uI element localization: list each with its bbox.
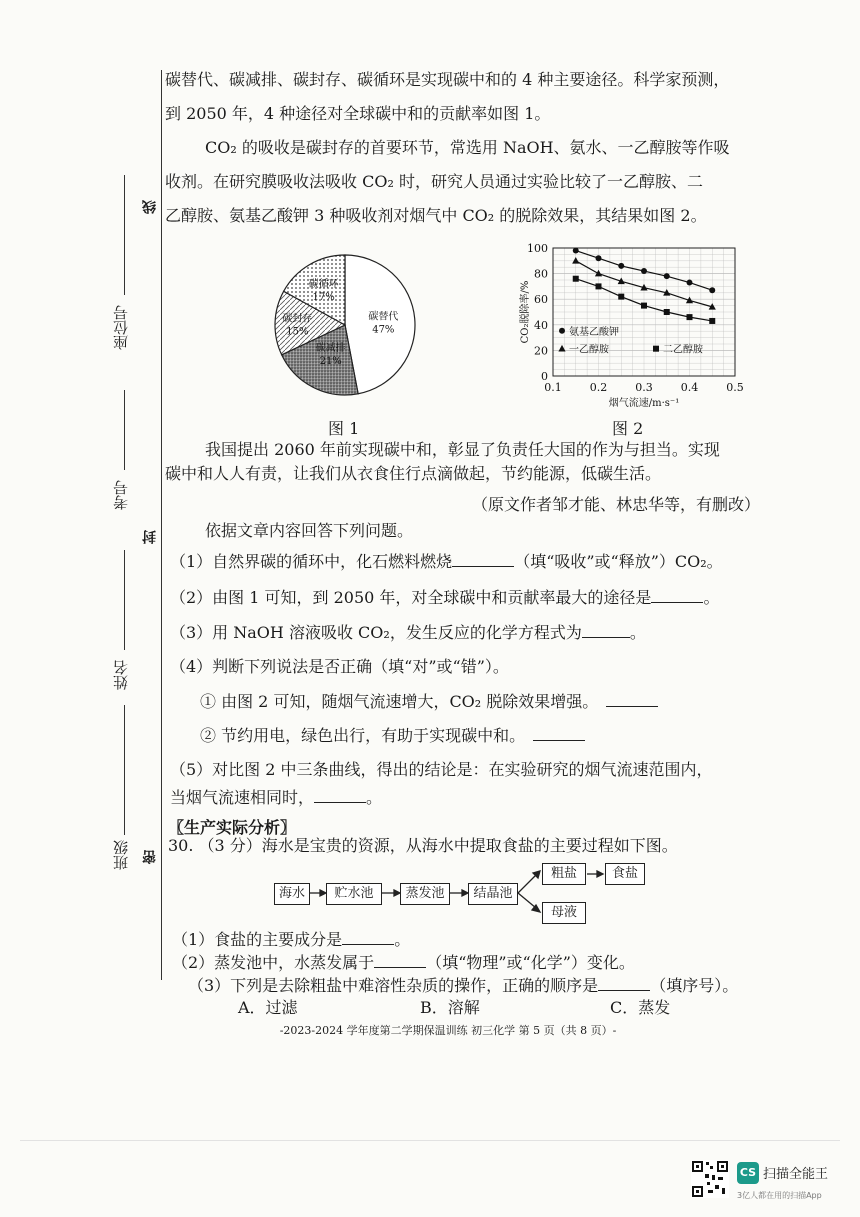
binding-rule — [161, 70, 162, 980]
answer-blank-3[interactable] — [582, 623, 630, 638]
x-tick-label: 0.3 — [635, 381, 653, 394]
question-1-tail: （填“吸收”或“释放”）CO₂。 — [514, 552, 723, 571]
camscanner-logo: CS — [737, 1162, 759, 1184]
flow-node-evaporation-pool: 蒸发池 — [400, 883, 450, 905]
x-tick-label: 0.5 — [726, 381, 744, 394]
question-30-2-text: （2）蒸发池中，水蒸发属于 — [172, 953, 375, 972]
answer-blank-30-3[interactable] — [598, 976, 650, 991]
pie-value-label-1: 21% — [319, 356, 342, 368]
x-tick-label: 0.2 — [589, 381, 608, 394]
series-2-point — [641, 303, 647, 309]
question-2-text: （2）由图 1 可知，到 2050 年，对全球碳中和贡献率最大的途径是 — [170, 588, 652, 607]
question-4-1 — [200, 692, 800, 712]
camscanner-name: 扫描全能王 — [763, 1167, 829, 1182]
figure2-caption: 图 2 — [612, 419, 644, 438]
legend-marker-0 — [559, 328, 565, 334]
legend-marker-2 — [653, 346, 659, 352]
class-line — [124, 705, 125, 835]
class-label: 班级 — [112, 840, 130, 870]
question-4: （4）判断下列说法是否正确（填“对”或“错”）。 — [170, 657, 509, 676]
question-1 — [170, 552, 770, 572]
question-1-text: （1）自然界碳的循环中，化石燃料燃烧 — [170, 552, 453, 571]
pie-label-0: 碳替代 — [368, 311, 399, 323]
question-5-line-1: （5）对比图 2 中三条曲线，得出的结论是：在实验研究的烟气流速范围内， — [170, 760, 713, 779]
question-30-1-tail: 。 — [394, 930, 411, 949]
exam-no-label: 考号 — [112, 480, 130, 510]
y-tick-label: 60 — [534, 293, 548, 307]
question-30-stem: 30. （3 分）海水是宝贵的资源，从海水中提取食盐的主要过程如下图。 — [168, 836, 678, 855]
question-30-1-text: （1）食盐的主要成分是 — [172, 930, 343, 949]
passage-line-4: 收剂。在研究膜吸收法吸收 CO₂ 时，研究人员通过实验比较了一乙醇胺、二 — [165, 172, 703, 191]
flow-node-crude-salt: 粗盐 — [542, 863, 586, 885]
answer-blank-5[interactable] — [314, 788, 366, 803]
flow-node-seawater: 海水 — [274, 883, 310, 905]
series-0-point — [618, 263, 624, 269]
question-4-1-text: ① 由图 2 可知，随烟气流速增大，CO₂ 脱除效果增强。 — [200, 692, 599, 711]
question-2 — [170, 588, 770, 608]
answer-blank-1[interactable] — [452, 552, 514, 567]
pie-value-label-3: 17% — [312, 291, 335, 303]
series-0-point — [709, 287, 715, 293]
question-4-2-text: ② 节约用电，绿色出行，有助于实现碳中和。 — [200, 726, 526, 745]
question-30-3 — [188, 976, 778, 996]
flow-node-table-salt: 食盐 — [605, 863, 645, 885]
passage-line-2: 到 2050 年，4 种途径对全球碳中和的贡献率如图 1。 — [165, 104, 551, 123]
series-1-point — [595, 270, 602, 277]
x-tick-label: 0.4 — [680, 381, 699, 394]
name-line — [124, 550, 125, 650]
series-1-point — [572, 257, 579, 264]
answer-blank-2[interactable] — [651, 588, 703, 603]
y-tick-label: 100 — [527, 242, 548, 255]
pie-label-1: 碳减排 — [315, 343, 346, 355]
page-footer: -2023-2024 学年度第二学期保温训练 初三化学 第 5 页（共 8 页）- — [279, 1024, 617, 1037]
passage-line-7: 碳中和人人有责，让我们从衣食住行点滴做起，节约能源，低碳生活。 — [165, 464, 662, 483]
passage-line-1: 碳替代、碳减排、碳封存、碳循环是实现碳中和的 4 种主要途径。科学家预测， — [165, 70, 730, 89]
y-tick-label: 0 — [541, 370, 548, 383]
seat-line — [124, 175, 125, 295]
answer-blank-30-2[interactable] — [374, 953, 426, 968]
flow-node-crystallization-pool: 结晶池 — [468, 883, 518, 905]
y-tick-label: 40 — [534, 318, 548, 332]
legend-label-1: 一乙醇胺 — [569, 344, 609, 356]
legend-label-0: 氨基乙酸钾 — [569, 326, 619, 338]
passage-line-6: 我国提出 2060 年前实现碳中和，彰显了负责任大国的作为与担当。实现 — [205, 440, 720, 459]
figure1-pie-chart — [270, 250, 420, 400]
question-30-1 — [172, 930, 772, 950]
flow-node-storage-pool: 贮水池 — [326, 883, 382, 905]
option-b: B．溶解 — [420, 998, 480, 1017]
series-2-point — [618, 294, 624, 300]
series-0-point — [664, 273, 670, 279]
seat-label: 座位号 — [112, 305, 130, 350]
series-0-point — [596, 255, 602, 261]
question-5-tail: 。 — [366, 788, 383, 807]
question-3-text: （3）用 NaOH 溶液吸收 CO₂，发生反应的化学方程式为 — [170, 623, 582, 642]
exam-no-line — [124, 390, 125, 470]
option-c: C．蒸发 — [610, 998, 671, 1017]
question-3-tail: 。 — [629, 623, 646, 642]
pie-label-3: 碳循环 — [308, 278, 339, 290]
y-tick-label: 80 — [534, 267, 548, 281]
question-30-3-tail: （填序号）。 — [650, 976, 739, 995]
qr-code-icon — [691, 1160, 729, 1198]
series-2-point — [687, 314, 693, 320]
question-4-2 — [200, 726, 800, 746]
legend-label-2: 二乙醇胺 — [663, 344, 703, 356]
pie-value-label-0: 47% — [372, 324, 395, 336]
passage-line-5: 乙醇胺、氨基乙酸钾 3 种吸收剂对烟气中 CO₂ 的脱除效果，其结果如图 2。 — [165, 206, 707, 225]
question-30-2-tail: （填“物理”或“化学”）变化。 — [426, 953, 635, 972]
question-5-line-2 — [170, 788, 770, 808]
x-tick-label: 0.1 — [544, 381, 562, 394]
questions-intro: 依据文章内容回答下列问题。 — [205, 521, 414, 540]
answer-blank-4-2[interactable] — [533, 726, 585, 741]
question-3 — [170, 623, 770, 643]
name-label: 姓名 — [112, 660, 130, 690]
series-2-point — [596, 283, 602, 289]
series-2-point — [709, 318, 715, 324]
question-30-3-text: （3）下列是去除粗盐中难溶性杂质的操作，正确的顺序是 — [188, 976, 599, 995]
camscanner-tagline: 3亿人都在用的扫描App — [737, 1191, 822, 1200]
question-2-tail: 。 — [703, 588, 720, 607]
series-2-point — [664, 309, 670, 315]
y-tick-label: 20 — [534, 344, 548, 358]
series-0-point — [687, 280, 693, 286]
series-2-point — [573, 276, 579, 282]
y-axis-label: CO₂脱除率/% — [520, 280, 531, 344]
series-0-point — [573, 248, 579, 254]
series-0-point — [641, 268, 647, 274]
source-note: （原文作者邹才能、林忠华等，有删改） — [471, 495, 760, 514]
answer-blank-30-1[interactable] — [342, 930, 394, 945]
pie-label-2: 碳封存 — [282, 313, 313, 325]
gutter-mark-line: 线 — [142, 200, 158, 214]
pie-value-label-2: 15% — [286, 326, 309, 338]
figure1-caption: 图 1 — [328, 419, 360, 438]
x-axis-label: 烟气流速/m·s⁻¹ — [608, 398, 680, 409]
passage-line-3: CO₂ 的吸收是碳封存的首要环节，常选用 NaOH、氨水、一乙醇胺等作吸 — [205, 138, 730, 157]
gutter-mark-secret: 密 — [142, 850, 158, 864]
question-5-text: 当烟气流速相同时， — [170, 788, 315, 807]
gutter-mark-seal: 封 — [142, 530, 158, 544]
figure2-line-chart — [515, 240, 750, 415]
flow-node-mother-liquor: 母液 — [542, 902, 586, 924]
option-a: A．过滤 — [238, 998, 298, 1017]
question-30-2 — [172, 953, 772, 973]
answer-blank-4-1[interactable] — [606, 692, 658, 707]
section-heading: 〖生产实际分析〗 — [168, 818, 297, 837]
scan-separator — [20, 1140, 840, 1141]
